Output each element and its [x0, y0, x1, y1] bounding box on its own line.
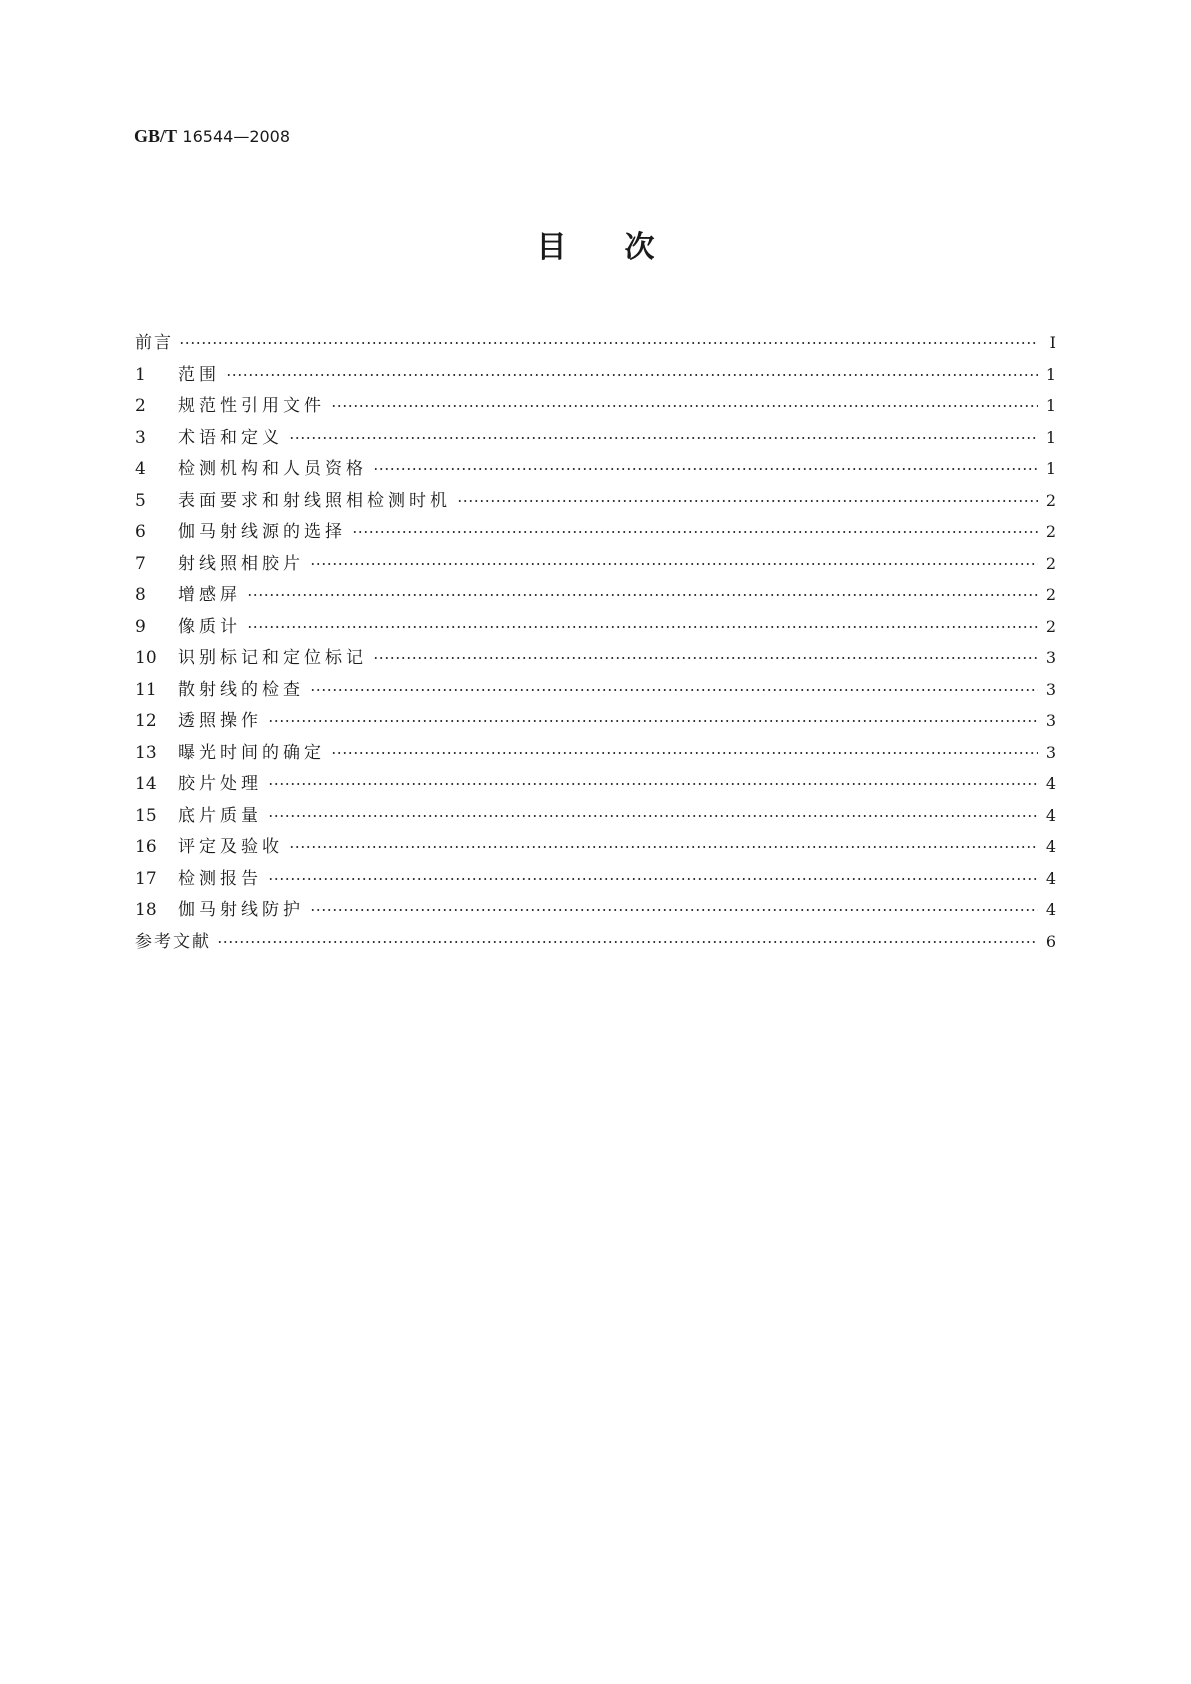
toc-entry-label: 检测机构和人员资格 [178, 459, 367, 479]
dot-leader [373, 468, 1038, 470]
toc-entry-page: 6 [1045, 931, 1056, 951]
toc-entry[interactable] [135, 390, 1056, 422]
toc-entry[interactable] [135, 422, 1056, 454]
toc-entry-number: 2 [135, 396, 146, 416]
dot-leader [457, 500, 1038, 502]
toc-entry-label: 像质计 [178, 616, 241, 637]
toc-entry[interactable] [135, 359, 1056, 391]
dot-leader [373, 657, 1038, 659]
toc-entry-label: 底片质量 [178, 805, 262, 826]
dot-leader [331, 405, 1038, 407]
toc-entry-label: 伽马射线源的选择 [178, 522, 346, 542]
toc-entry[interactable] [135, 831, 1056, 863]
toc-entry[interactable] [135, 894, 1056, 926]
toc-entry[interactable] [135, 516, 1056, 548]
toc-entry[interactable] [135, 453, 1056, 485]
toc-entry-page: 2 [1045, 490, 1056, 510]
toc-entry-label: 伽马射线防护 [178, 900, 304, 920]
toc-entry-page: Ⅰ [1049, 333, 1056, 352]
dot-leader [179, 342, 1038, 344]
toc-entry[interactable] [135, 485, 1056, 517]
toc-entry-number: 9 [135, 616, 146, 637]
toc-entry-page: 1 [1045, 459, 1056, 478]
toc-entry-label: 胶片处理 [178, 774, 262, 794]
toc-entry-label: 增感屏 [178, 585, 241, 605]
toc-entry-label: 散射线的检查 [178, 679, 304, 700]
toc-entry-number: 12 [135, 711, 157, 731]
dot-leader [289, 437, 1038, 439]
toc-entry-number: 18 [135, 900, 157, 920]
toc-entry[interactable] [135, 611, 1056, 643]
toc-entry-label: 范围 [178, 364, 220, 385]
toc-entry[interactable] [135, 705, 1056, 737]
toc-entry[interactable] [135, 926, 1056, 958]
toc-entry-page: 2 [1045, 585, 1056, 604]
toc-entry-number: 14 [135, 774, 157, 794]
dot-leader [268, 878, 1038, 880]
toc-entry-page: 4 [1045, 837, 1056, 856]
toc-entry-page: 3 [1045, 742, 1056, 762]
toc-entry-label: 术语和定义 [178, 427, 283, 448]
dot-leader [310, 689, 1038, 691]
toc-entry-number: 8 [135, 585, 146, 605]
toc-entry-label: 射线照相胶片 [178, 553, 304, 574]
toc-entry[interactable] [135, 579, 1056, 611]
toc-entry-page: 3 [1045, 711, 1056, 730]
dot-leader [226, 374, 1038, 376]
dot-leader [217, 941, 1038, 943]
toc-entry-number: 15 [135, 805, 157, 826]
toc-entry-number: 16 [135, 837, 157, 857]
toc-entry-number: 10 [135, 648, 157, 668]
toc-entry-page: 3 [1045, 648, 1056, 667]
page-title: 目次 [536, 230, 713, 265]
dot-leader [268, 815, 1038, 817]
toc-entry-label: 参考文献 [135, 931, 211, 952]
table-of-contents [135, 327, 1056, 957]
toc-entry-label: 透照操作 [178, 711, 262, 731]
toc-entry-label: 表面要求和射线照相检测时机 [178, 490, 451, 511]
dot-leader [289, 846, 1038, 848]
toc-entry-page: 4 [1045, 868, 1056, 888]
toc-entry-number: 1 [135, 364, 146, 385]
toc-entry-label: 检测报告 [178, 868, 262, 889]
toc-entry-label: 规范性引用文件 [178, 396, 325, 416]
toc-entry-page: 4 [1045, 805, 1056, 825]
toc-entry-number: 7 [135, 553, 146, 574]
toc-entry-label: 前言 [135, 333, 173, 353]
dot-leader [331, 752, 1038, 754]
dot-leader [247, 594, 1038, 596]
toc-entry[interactable] [135, 863, 1056, 895]
toc-entry-page: 2 [1045, 616, 1056, 636]
dot-leader [352, 531, 1038, 533]
toc-entry[interactable] [135, 642, 1056, 674]
toc-entry[interactable] [135, 327, 1056, 359]
dot-leader [310, 563, 1038, 565]
toc-entry-number: 4 [135, 459, 146, 479]
standard-designation [134, 126, 290, 147]
toc-entry-number: 6 [135, 522, 146, 542]
toc-entry-page: 3 [1045, 679, 1056, 699]
dot-leader [247, 626, 1038, 628]
toc-entry-number: 11 [135, 679, 157, 700]
standard-prefix: GB/T [134, 126, 178, 146]
toc-entry-label: 曝光时间的确定 [178, 742, 325, 763]
toc-entry[interactable] [135, 737, 1056, 769]
toc-entry-number: 13 [135, 742, 157, 763]
toc-entry-page: 1 [1045, 364, 1056, 384]
toc-entry-page: 4 [1045, 900, 1056, 919]
toc-entry-page: 1 [1045, 427, 1056, 447]
toc-entry[interactable] [135, 674, 1056, 706]
toc-entry-page: 2 [1045, 522, 1056, 541]
dot-leader [268, 783, 1038, 785]
toc-entry-number: 5 [135, 490, 146, 511]
toc-entry[interactable] [135, 548, 1056, 580]
toc-entry-label: 识别标记和定位标记 [178, 648, 367, 668]
standard-number: 16544—2008 [182, 127, 291, 146]
toc-entry[interactable] [135, 800, 1056, 832]
toc-entry-page: 1 [1045, 396, 1056, 415]
toc-entry-page: 4 [1045, 774, 1056, 793]
toc-entry[interactable] [135, 768, 1056, 800]
toc-entry-page: 2 [1045, 553, 1056, 573]
toc-entry-number: 17 [135, 868, 157, 889]
dot-leader [310, 909, 1038, 911]
dot-leader [268, 720, 1038, 722]
toc-entry-label: 评定及验收 [178, 837, 283, 857]
toc-entry-number: 3 [135, 427, 146, 448]
